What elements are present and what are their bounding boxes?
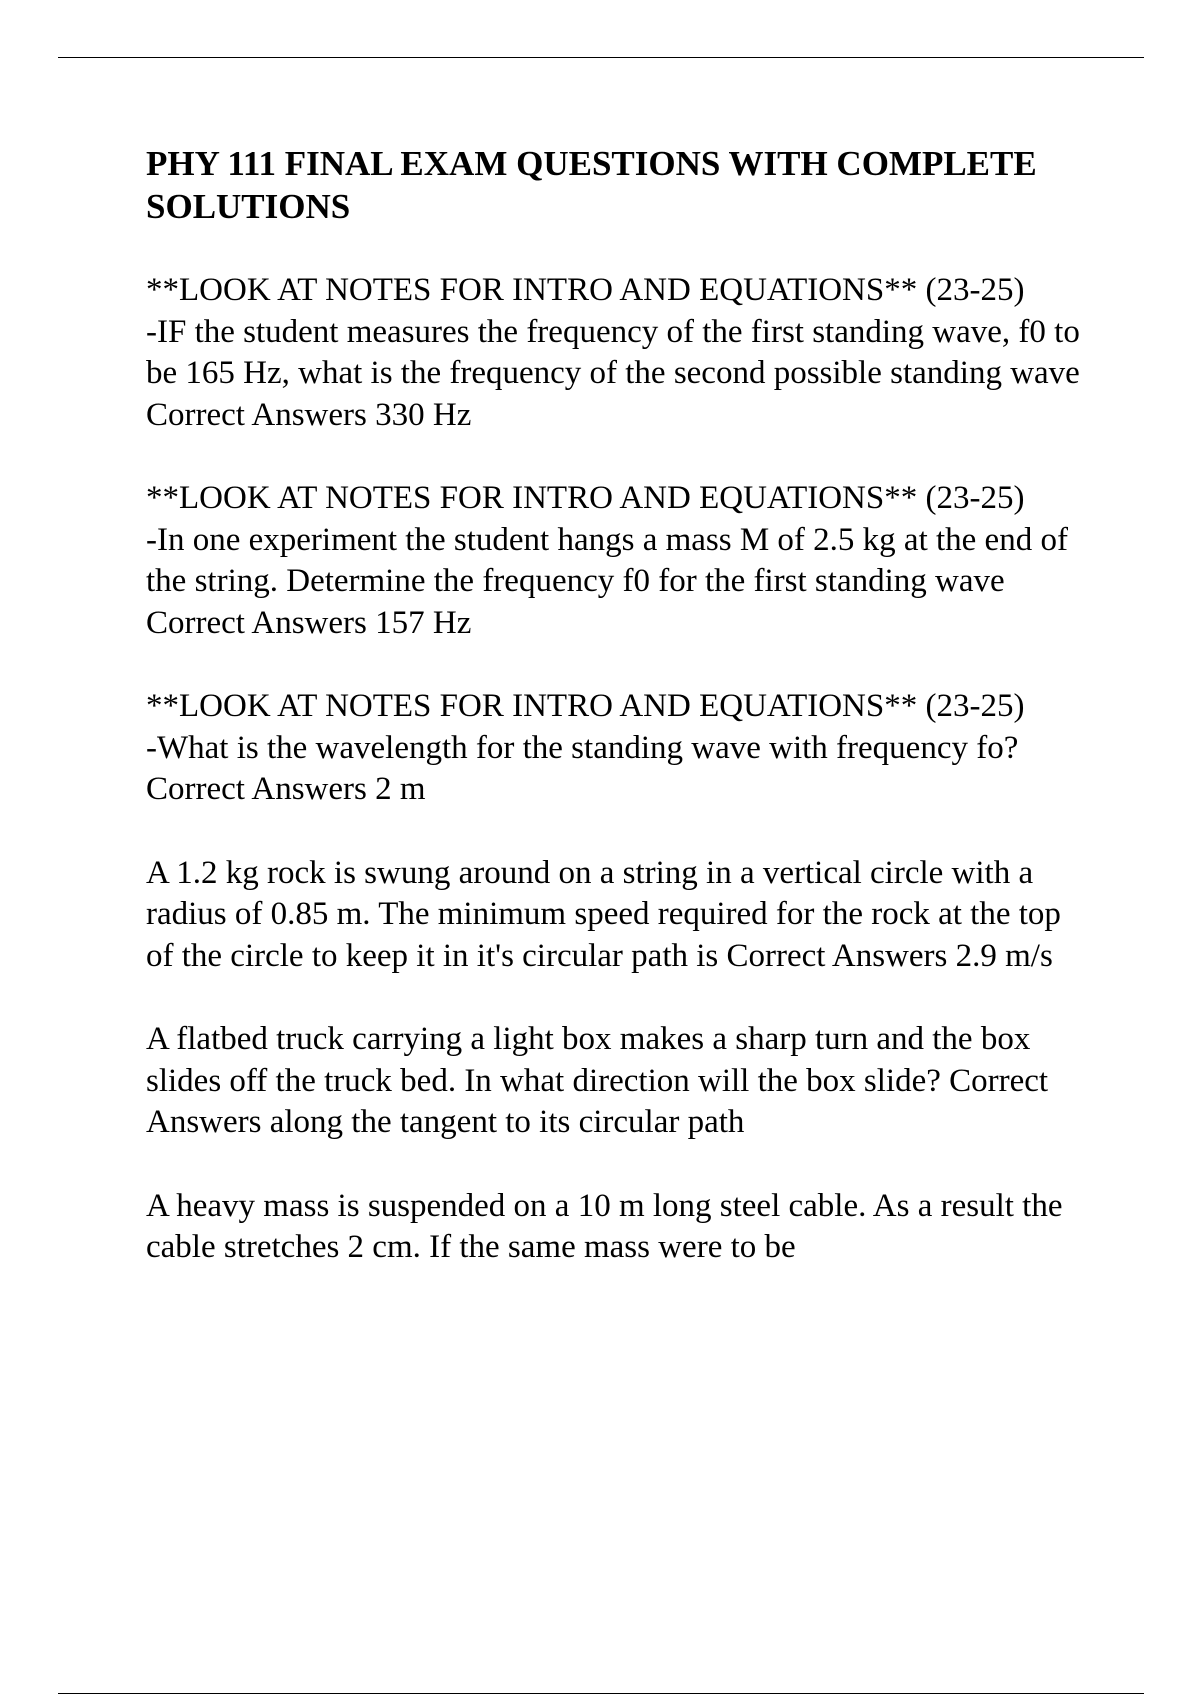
bottom-rule — [58, 1693, 1144, 1694]
qa-item-4 — [146, 853, 1096, 978]
qa-item-header: **LOOK AT NOTES FOR INTRO AND EQUATIONS** (23-25) — [146, 688, 1025, 724]
qa-item-header: **LOOK AT NOTES FOR INTRO AND EQUATIONS** (23-25) — [146, 272, 1025, 308]
qa-item-text: A heavy mass is suspended on a 10 m long steel cable. As a result the cable stretches 2 cm. If the same mass were to be — [146, 1187, 1063, 1265]
qa-item-text: A flatbed truck carrying a light box makes a sharp turn and the box slides off the truck bed. In what direction will the box slide? Correct Answers along the tangent to its circular path — [146, 1021, 1049, 1140]
document-body — [146, 142, 1096, 1269]
qa-item-3 — [146, 686, 1096, 811]
qa-item-5 — [146, 1019, 1096, 1144]
qa-item-text: -IF the student measures the frequency of the first standing wave, f0 to be 165 Hz, what is the frequency of the second possible standing wave Correct Answers 330 Hz — [146, 313, 1080, 433]
qa-item-6 — [146, 1186, 1096, 1269]
qa-item-header: **LOOK AT NOTES FOR INTRO AND EQUATIONS** (23-25) — [146, 480, 1025, 516]
qa-item-text: -What is the wavelength for the standing wave with frequency fo? Correct Answers 2 m — [146, 729, 1019, 807]
document-title: PHY 111 FINAL EXAM QUESTIONS WITH COMPLETE SOLUTIONS — [146, 144, 1037, 226]
qa-item-text: A 1.2 kg rock is swung around on a string in a vertical circle with a radius of 0.85 m. The minimum speed required for the rock at the top of the circle to keep it in it's circular path is Correct Answers 2.9 m/s — [146, 854, 1061, 974]
qa-item-2 — [146, 478, 1096, 644]
qa-item-1 — [146, 270, 1096, 436]
qa-item-text: -In one experiment the student hangs a mass M of 2.5 kg at the end of the string. Determine the frequency f0 for the first standing wave Correct Answers 157 Hz — [146, 521, 1068, 641]
top-rule — [58, 57, 1144, 58]
